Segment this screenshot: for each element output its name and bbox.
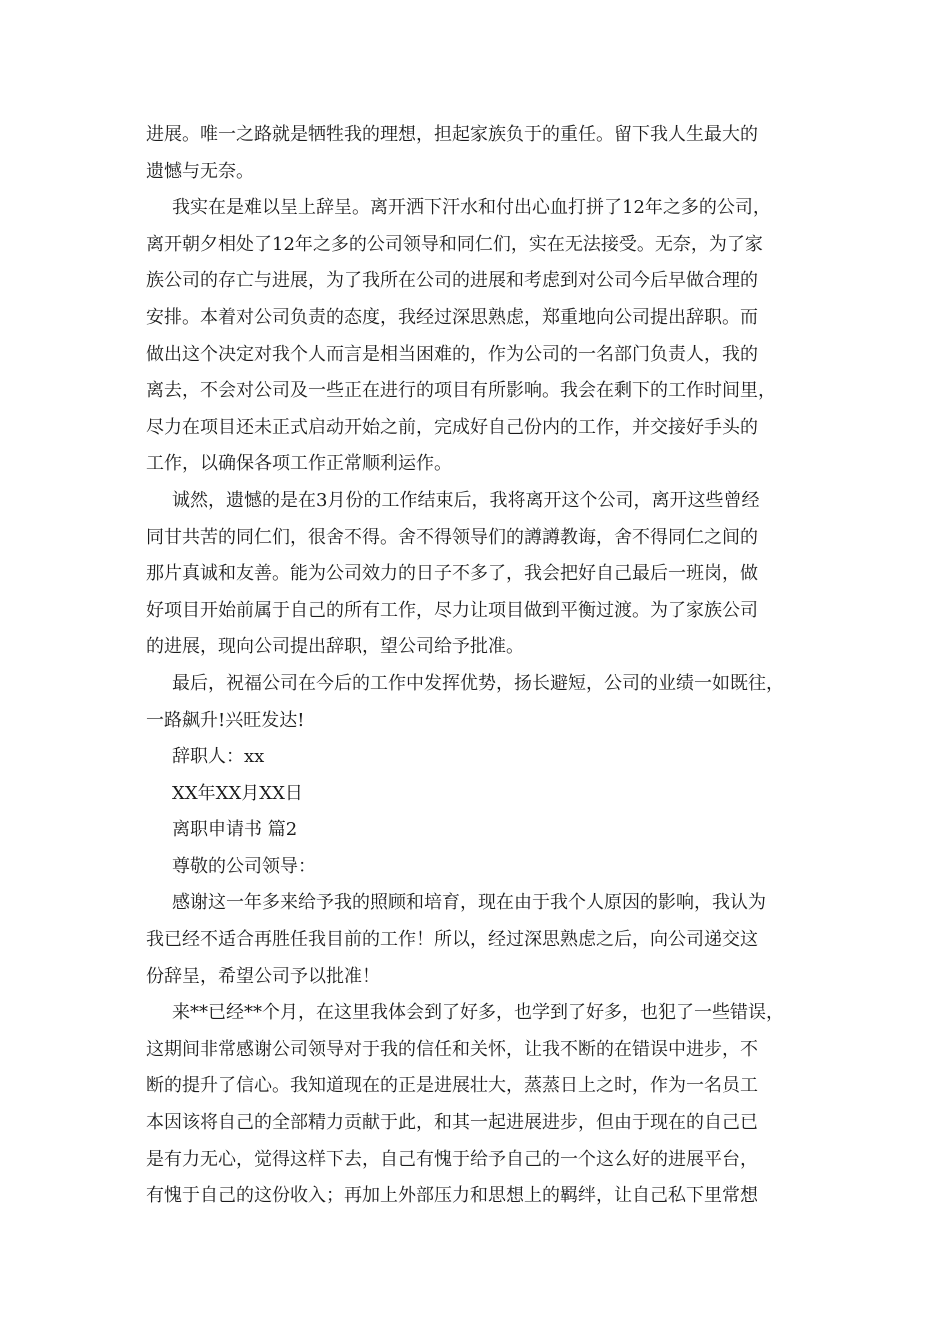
text-line: 离去，不会对公司及一些正在进行的项目有所影响。我会在剩下的工作时间里，	[146, 380, 776, 402]
text-line: 尽力在项目还未正式启动开始之前，完成好自己份内的工作，并交接好手头的	[146, 416, 758, 438]
text-line: 遗憾与无奈。	[146, 160, 254, 182]
text-line: 最后，祝福公司在今后的工作中发挥优势，扬长避短，公司的业绩一如既往，	[172, 672, 784, 694]
text-line: 一路飙升!兴旺发达!	[146, 709, 305, 731]
text-line: XX年XX月XX日	[172, 782, 303, 804]
text-line: 来**已经**个月，在这里我体会到了好多，也学到了好多，也犯了一些错误，	[172, 1002, 784, 1024]
document-body	[146, 117, 818, 1215]
text-line: 断的提升了信心。我知道现在的正是进展壮大，蒸蒸日上之时，作为一名员工	[146, 1075, 758, 1097]
text-line: 离开朝夕相处了12年之多的公司领导和同仁们，实在无法接受。无奈，为了家	[146, 233, 763, 255]
text-line: 诚然，遗憾的是在3月份的工作结束后，我将离开这个公司，离开这些曾经	[172, 489, 760, 511]
text-line: 那片真诚和友善。能为公司效力的日子不多了，我会把好自己最后一班岗，做	[146, 563, 758, 585]
text-line: 有愧于自己的这份收入；再加上外部压力和思想上的羁绊，让自己私下里常想	[146, 1185, 758, 1207]
text-line: 感谢这一年多来给予我的照顾和培育，现在由于我个人原因的影响，我认为	[172, 892, 766, 914]
text-line: 好项目开始前属于自己的所有工作，尽力让项目做到平衡过渡。为了家族公司	[146, 599, 758, 621]
text-line: 辞职人：xx	[172, 746, 265, 768]
text-line: 安排。本着对公司负责的态度，我经过深思熟虑，郑重地向公司提出辞职。而	[146, 306, 758, 328]
text-line: 份辞呈，希望公司予以批准！	[146, 965, 380, 987]
text-line: 我已经不适合再胜任我目前的工作！所以，经过深思熟虑之后，向公司递交这	[146, 929, 758, 951]
text-line: 尊敬的公司领导：	[172, 855, 316, 877]
text-line: 本因该将自己的全部精力贡献于此，和其一起进展进步，但由于现在的自己已	[146, 1112, 758, 1134]
text-line: 的进展，现向公司提出辞职，望公司给予批准。	[146, 636, 524, 658]
text-line: 同甘共苦的同仁们，很舍不得。舍不得领导们的譐譐教诲，舍不得同仁之间的	[146, 526, 758, 548]
text-line: 工作，以确保各项工作正常顺利运作。	[146, 453, 452, 475]
text-line: 离职申请书 篇2	[172, 819, 298, 841]
text-line: 进展。唯一之路就是牺牲我的理想，担起家族负于的重任。留下我人生最大的	[146, 124, 758, 145]
text-line: 是有力无心，觉得这样下去，自己有愧于给予自己的一个这么好的进展平台，	[146, 1148, 758, 1170]
text-line: 做出这个决定对我个人而言是相当困难的，作为公司的一名部门负责人，我的	[146, 343, 758, 365]
text-line: 这期间非常感谢公司领导对于我的信任和关怀，让我不断的在错误中进步，不	[146, 1038, 758, 1060]
text-line: 族公司的存亡与进展，为了我所在公司的进展和考虑到对公司今后早做合理的	[146, 270, 758, 292]
text-line: 我实在是难以呈上辞呈。离开洒下汗水和付出心血打拼了12年之多的公司，	[172, 197, 771, 219]
